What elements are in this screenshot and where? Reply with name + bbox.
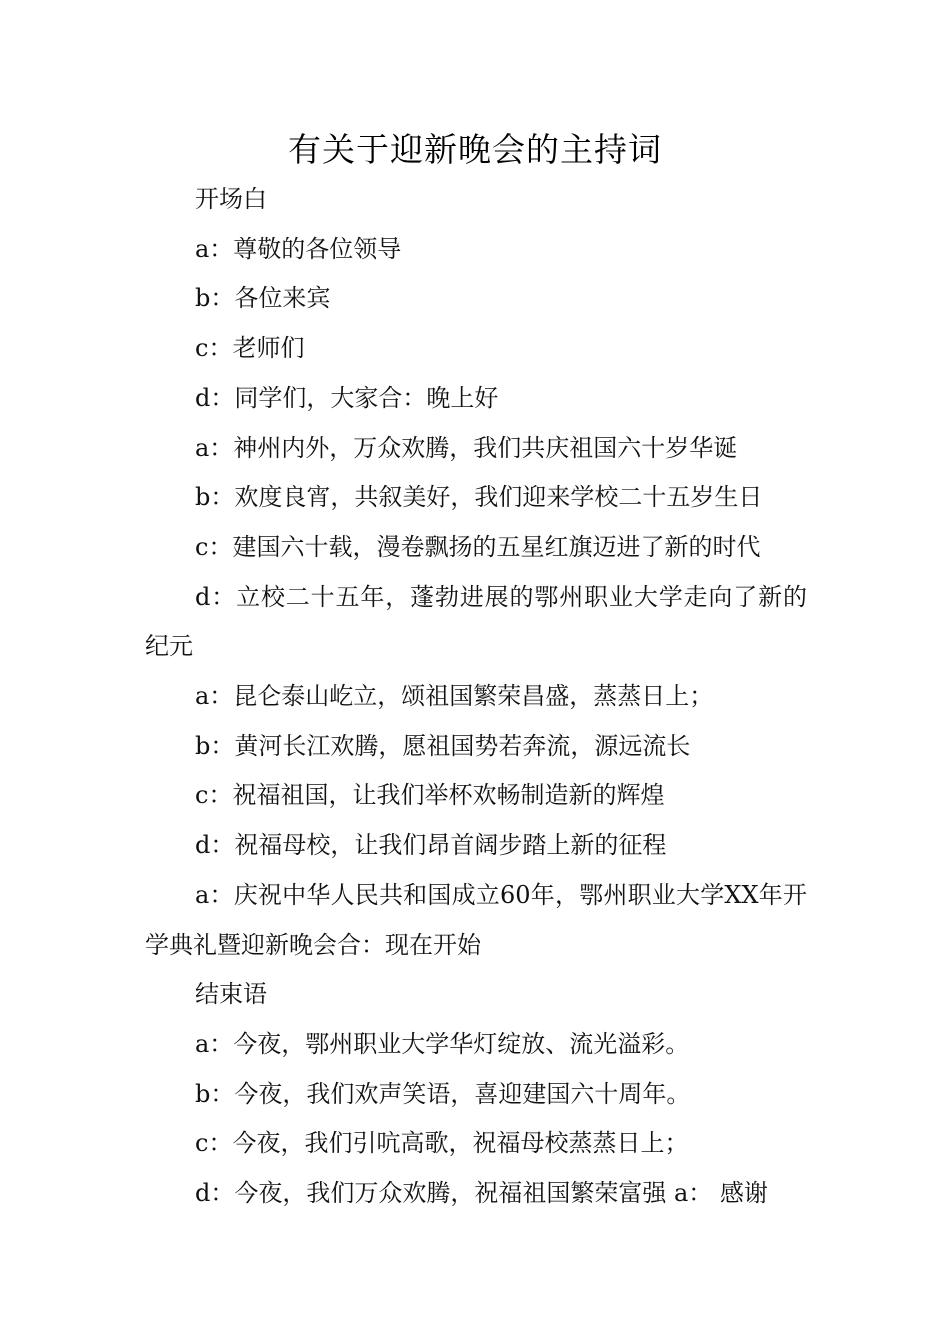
- paragraph: b：各位来宾: [195, 284, 331, 313]
- paragraph-opening-heading: 开场白: [195, 185, 267, 213]
- paragraph: b：黄河长江欢腾，愿祖国势若奔流，源远流长: [195, 731, 691, 760]
- paragraph: d：同学们，大家合：晚上好: [195, 383, 499, 412]
- paragraph: a：神州内外，万众欢腾，我们共庆祖国六十岁华诞: [195, 433, 738, 462]
- paragraph-closing-heading: 结束语: [195, 980, 267, 1009]
- paragraph: d：祝福母校，让我们昂首阔步踏上新的征程: [195, 831, 667, 860]
- paragraph: a：庆祝中华人民共和国成立60年，鄂州职业大学XX年开学典礼暨迎新晚会合：现在开始: [145, 880, 807, 959]
- document-body: [145, 175, 807, 1219]
- paragraph: a：昆仑泰山屹立，颂祖国繁荣昌盛，蒸蒸日上；: [195, 682, 714, 711]
- paragraph: a：尊敬的各位领导: [195, 234, 402, 263]
- paragraph: c：老师们: [195, 334, 305, 363]
- document-title: 有关于迎新晚会的主持词: [288, 130, 662, 169]
- paragraph: b：今夜，我们欢声笑语，喜迎建国六十周年。: [195, 1079, 691, 1108]
- paragraph: d：今夜，我们万众欢腾，祝福祖国繁荣富强 a： 感谢: [195, 1179, 768, 1208]
- paragraph: d：立校二十五年，蓬勃进展的鄂州职业大学走向了新的纪元: [145, 582, 807, 661]
- paragraph: c：今夜，我们引吭高歌，祝福母校蒸蒸日上；: [195, 1129, 689, 1158]
- paragraph: c：建国六十载，漫卷飘扬的五星红旗迈进了新的时代: [195, 532, 761, 561]
- paragraph: b：欢度良宵，共叙美好，我们迎来学校二十五岁生日: [195, 483, 763, 512]
- paragraph: c：祝福祖国，让我们举杯欢畅制造新的辉煌: [195, 781, 665, 810]
- paragraph: a：今夜，鄂州职业大学华灯绽放、流光溢彩。: [195, 1029, 690, 1058]
